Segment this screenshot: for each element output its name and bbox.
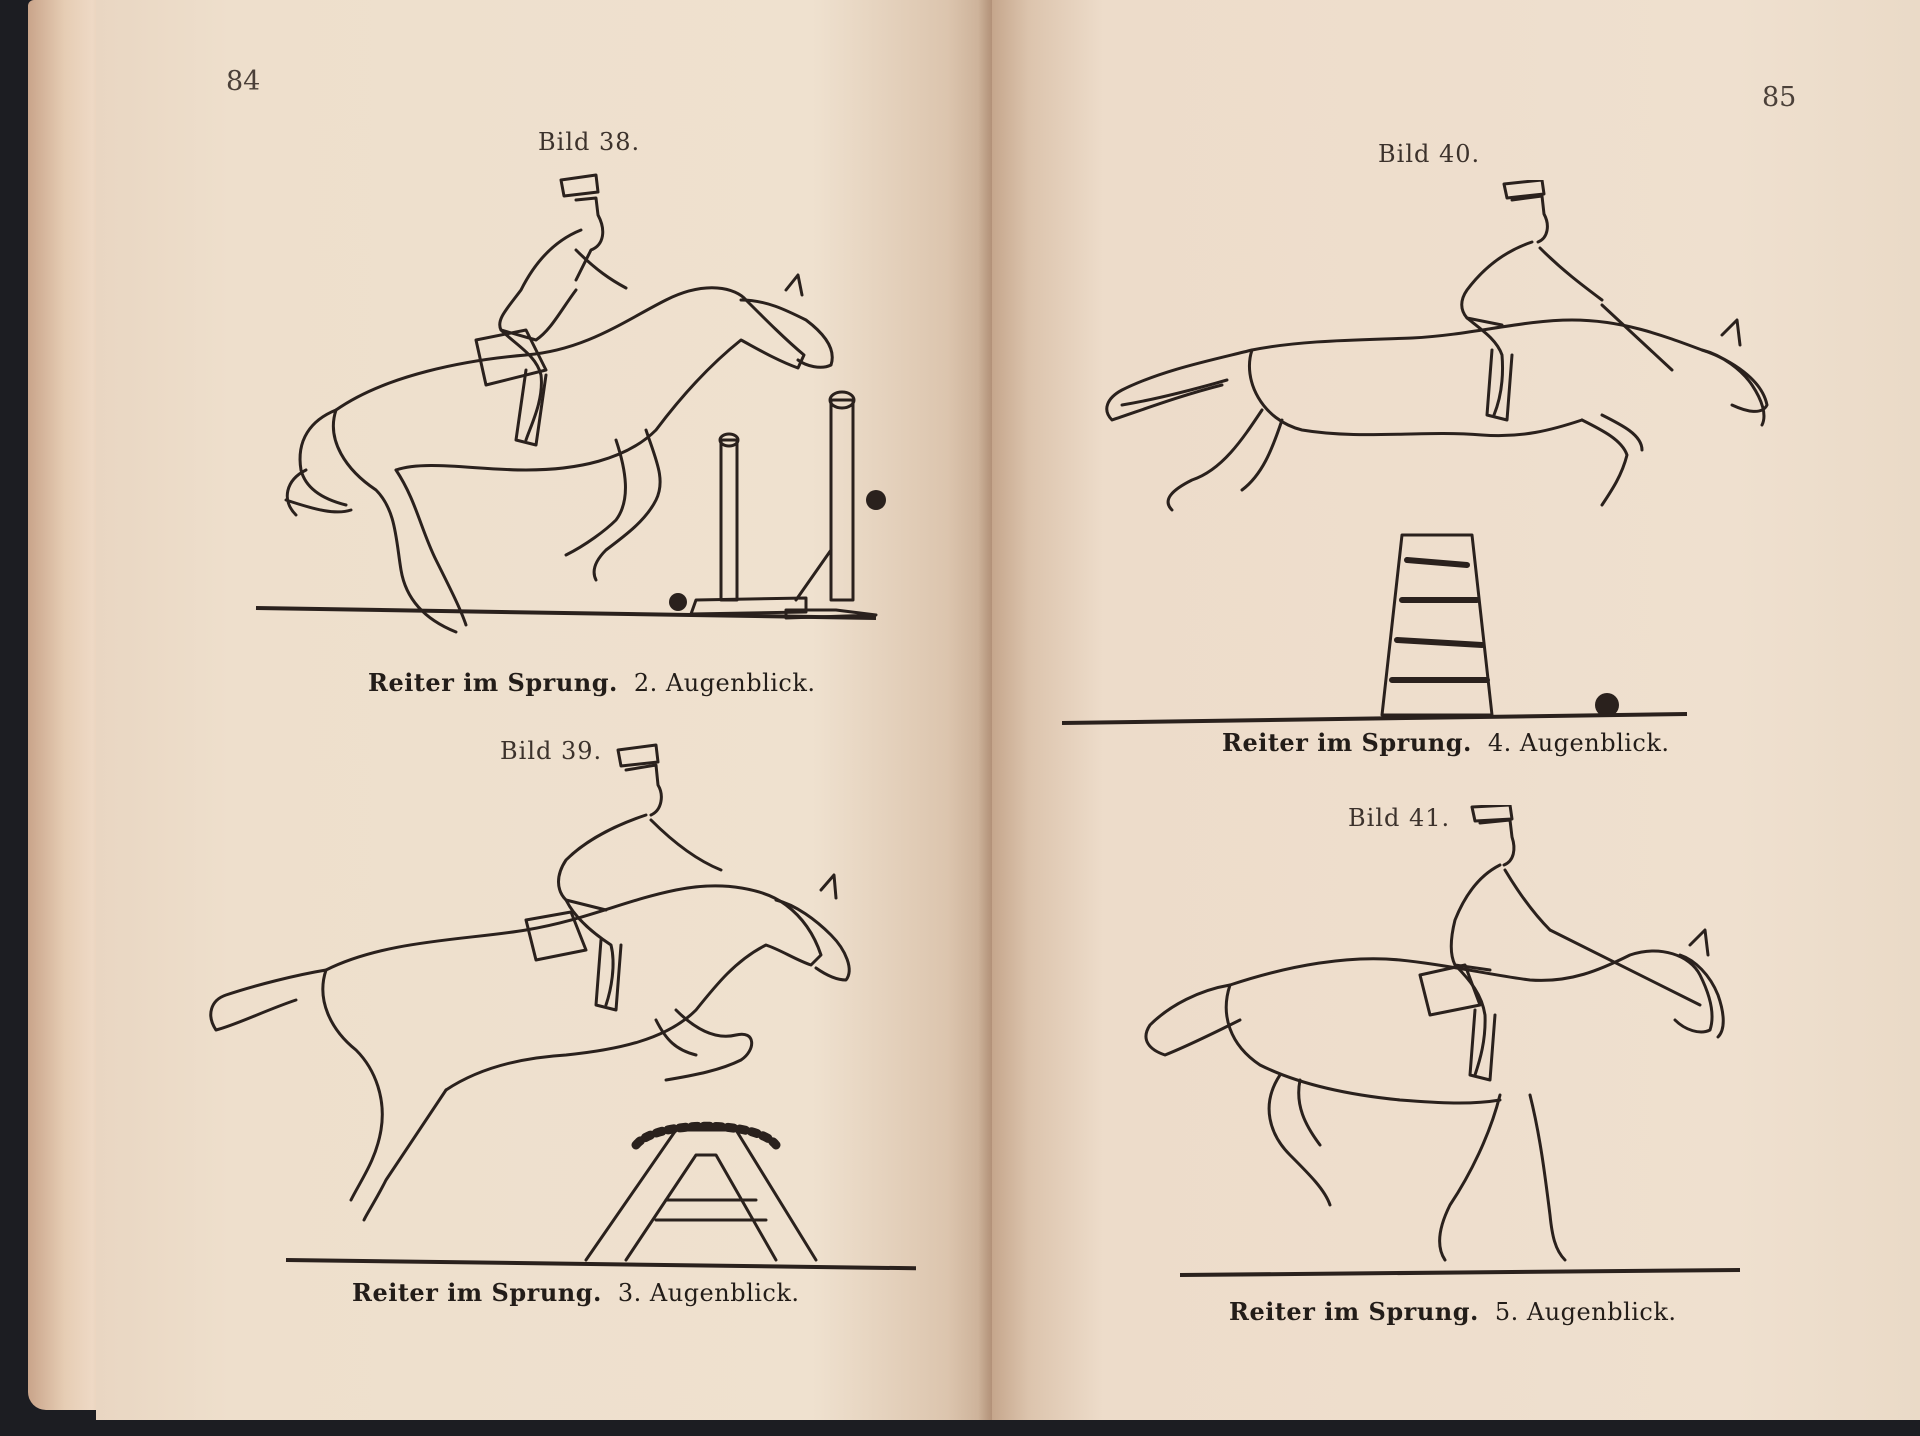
figure-label-bild-39: Bild 39. bbox=[500, 737, 603, 765]
figure-label-bild-38: Bild 38. bbox=[538, 128, 641, 156]
caption-rest-bild-41: 5. Augenblick. bbox=[1494, 1298, 1677, 1326]
caption-bild-39 bbox=[352, 1278, 800, 1307]
caption-bild-40 bbox=[1222, 728, 1670, 757]
left-page bbox=[96, 0, 992, 1420]
caption-bold-bild-38: Reiter im Sprung. bbox=[368, 668, 618, 697]
figure-label-bild-40: Bild 40. bbox=[1378, 140, 1481, 168]
illustration-bild-40 bbox=[1062, 180, 1782, 740]
caption-bild-41 bbox=[1229, 1297, 1677, 1326]
illustration-bild-41 bbox=[1120, 805, 1760, 1295]
illustration-bild-38 bbox=[186, 170, 906, 670]
right-page bbox=[992, 0, 1920, 1420]
illustration-bild-39 bbox=[156, 740, 916, 1280]
caption-bold-bild-41: Reiter im Sprung. bbox=[1229, 1297, 1479, 1326]
caption-rest-bild-38: 2. Augenblick. bbox=[633, 669, 816, 697]
caption-bold-bild-40: Reiter im Sprung. bbox=[1222, 728, 1472, 757]
caption-bild-38 bbox=[368, 668, 816, 697]
page-number-right: 85 bbox=[1762, 82, 1797, 113]
caption-rest-bild-39: 3. Augenblick. bbox=[617, 1279, 800, 1307]
caption-rest-bild-40: 4. Augenblick. bbox=[1487, 729, 1670, 757]
page-number-left: 84 bbox=[226, 66, 261, 97]
caption-bold-bild-39: Reiter im Sprung. bbox=[352, 1278, 602, 1307]
figure-label-bild-41: Bild 41. bbox=[1348, 804, 1451, 832]
